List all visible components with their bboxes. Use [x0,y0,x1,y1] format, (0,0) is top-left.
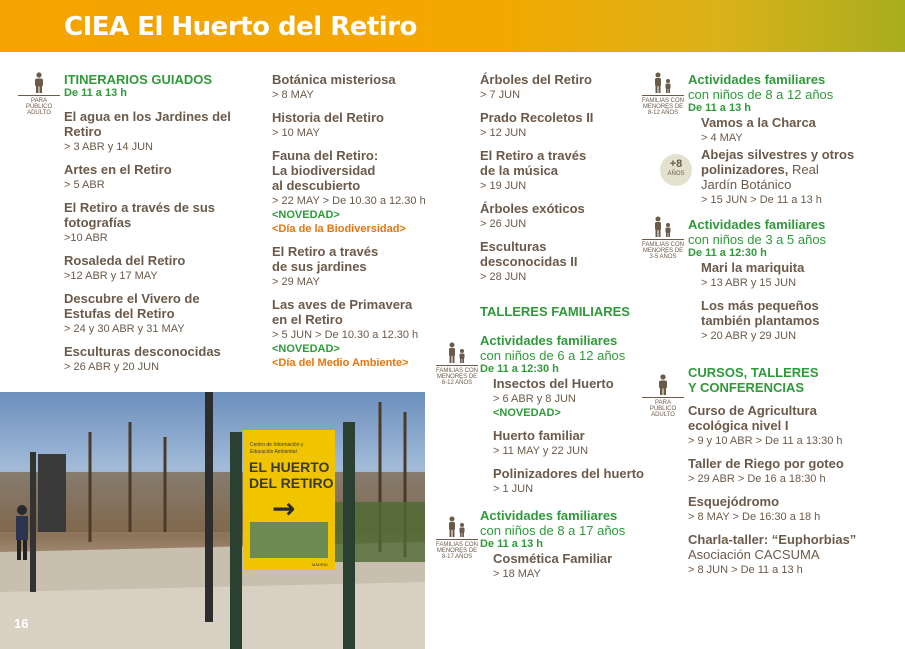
person-icon [656,374,670,396]
item-dates: >10 ABR [64,232,108,244]
item-name: Vamos a la Charca [701,115,816,130]
item-name: Esculturas desconocidas [64,344,221,359]
list-item [64,162,264,192]
list-item [64,109,264,154]
list-item [493,551,645,581]
list-item [701,115,903,145]
sign-title: EL HUERTO [249,459,330,475]
item-name-line: Jardín Botánico [701,177,792,192]
item-name: El Retiro a través de sus fotografías [64,200,216,230]
block-time: De 11 a 12:30 h [480,363,559,375]
page-number: 16 [14,616,29,631]
item-dates: > 4 MAY [701,132,743,144]
list-item [480,148,645,193]
badge-label: FAMILIAS CON MENORES DE 3-5 AÑOS [642,239,684,260]
list-item [701,147,903,207]
item-name-line: al descubierto [272,178,361,193]
sign-title: DEL RETIRO [249,475,334,491]
sign-arrow-icon: → [272,492,296,525]
family-3-5-badge [642,216,684,260]
item-name-line: La biodiversidad [272,163,376,178]
item-name: Esquejódromo [688,494,780,509]
badge-label: PARA PÚBLICO ADULTO [18,95,60,116]
item-dates: > 7 JUN [480,89,521,101]
item-name: El agua en los Jardines del Retiro [64,109,231,139]
item-dates: > 8 JUN > De 11 a 13 h [688,564,803,576]
list-item [480,201,645,231]
item-name-part: polinizadores, [701,162,789,177]
badge-label: FAMILIAS CON MENORES DE 8-17 AÑOS [436,539,478,560]
list-item [64,253,264,283]
item-name-line: Abejas silvestres y otros [701,147,855,162]
list-item [701,260,903,290]
item-dates: > 8 MAY > De 16:30 a 18 h [688,511,821,523]
item-dates: > 8 MAY [272,89,314,101]
family-icon [652,216,674,238]
item-dates: > 5 JUN > De 10.30 a 12.30 h [272,329,419,341]
section-title: ITINERARIOS GUIADOS [64,72,213,87]
block-title: Actividades familiares [688,72,826,87]
list-item [272,244,472,289]
item-dates: > 15 JUN > De 11 a 13 h [701,194,822,206]
item-name-line: desconocidas II [480,254,578,269]
section-title-line: Y CONFERENCIAS [688,380,805,395]
block-subtitle: con niños de 6 a 12 años [480,348,626,363]
item-name-line: Fauna del Retiro: [272,148,379,163]
block-title: Actividades familiares [480,508,618,523]
list-item [272,297,472,370]
list-item [688,532,903,577]
item-dates: > 6 ABR y 8 JUN [493,393,576,405]
novedad-tag: <NOVEDAD> [272,209,340,221]
item-name: Insectos del Huerto [493,376,614,391]
adult-public-badge [642,374,684,418]
item-name-line: El Retiro a través [480,148,587,163]
familias-column [688,72,903,577]
item-name-line: Las aves de Primavera [272,297,413,312]
item-name-line: Asociación CACSUMA [688,547,820,562]
item-dates: > 29 MAY [272,276,320,288]
talleres-block-8-17 [480,508,645,581]
item-name: Prado Recoletos II [480,110,594,125]
item-name: Descubre el Vivero de Estufas del Retiro [64,291,200,321]
list-item [64,200,264,245]
item-name: Rosaleda del Retiro [64,253,186,268]
item-dates: > 5 ABR [64,179,105,191]
list-item [493,428,645,458]
block-time: De 11 a 13 h [688,102,751,114]
list-item [480,72,645,102]
list-item [493,376,645,420]
item-name-line: Esculturas [480,239,547,254]
item-dates: > 26 JUN [480,218,527,230]
block-time: De 11 a 13 h [480,538,543,550]
item-dates: > 20 ABR y 29 JUN [701,330,797,342]
section-time: De 11 a 13 h [64,87,127,99]
list-item [688,456,903,486]
list-item [493,466,645,496]
badge-label: PARA PÚBLICO ADULTO [642,397,684,418]
item-dates: > 18 MAY [493,568,541,580]
item-name-line: Los más pequeños [701,298,819,313]
block-subtitle: con niños de 8 a 12 años [688,87,834,102]
item-dates: > 11 MAY y 22 JUN [493,445,589,457]
sign-brand: MADRID [312,562,328,567]
activity-block-3-5 [688,217,903,343]
item-name: Cosmética Familiar [493,551,613,566]
adult-public-badge [18,72,60,116]
header-bar [0,0,905,52]
park-scene-image [0,392,425,649]
item-dates: > 10 MAY [272,127,320,139]
list-item [480,239,645,284]
list-item [64,291,264,336]
park-photo [0,392,425,649]
special-day-tag: <Día del Medio Ambiente> [272,357,409,369]
item-name-line: de la música [480,163,559,178]
novedad-tag: <NOVEDAD> [493,407,561,419]
item-name: Huerto familiar [493,428,585,443]
list-item [701,298,903,343]
list-item [688,403,903,448]
age-number: +8 [669,158,683,170]
item-name-line: ecológica nivel I [688,418,789,433]
item-dates: >12 ABR y 17 MAY [64,270,158,282]
item-name: Artes en el Retiro [64,162,172,177]
activity-block-8-12 [688,72,903,207]
item-name: Taller de Riego por goteo [688,456,844,471]
family-icon [652,72,674,94]
block-title: Actividades familiares [480,333,618,348]
item-name: Historia del Retiro [272,110,384,125]
item-dates: > 24 y 30 ABR y 31 MAY [64,323,185,335]
list-item [688,494,903,524]
sign-subtitle: Centro de Información y [250,442,304,448]
item-name-line: de sus jardines [272,259,367,274]
list-item [64,344,264,374]
cursos-block [688,365,903,577]
item-name-line: en el Retiro [272,312,343,327]
talleres-block-6-12 [480,333,645,496]
item-dates: > 9 y 10 ABR > De 11 a 13:30 h [688,435,843,447]
item-name: Árboles exóticos [480,201,585,216]
list-item [272,72,472,102]
item-name-line: también plantamos [701,313,820,328]
family-8-17-badge [436,516,478,560]
sign-subtitle: Educación Ambiental [250,449,297,455]
block-title: Actividades familiares [688,217,826,232]
itinerarios-column-3 [480,72,645,581]
item-name-line: Curso de Agricultura [688,403,817,418]
block-time: De 11 a 12:30 h [688,247,767,259]
item-dates: > 1 JUN [493,483,534,495]
block-subtitle: con niños de 3 a 5 años [688,232,827,247]
novedad-tag: <NOVEDAD> [272,343,340,355]
page-title: CIEA El Huerto del Retiro [64,12,417,42]
item-dates: > 13 ABR y 15 JUN [701,277,797,289]
list-item [272,148,472,236]
item-name: Botánica misteriosa [272,72,396,87]
age-unit: AÑOS [667,171,685,177]
item-name-part: Real [788,162,819,177]
item-dates: > 29 ABR > De 16 a 18:30 h [688,473,826,485]
item-dates: > 26 ABR y 20 JUN [64,361,160,373]
item-name: Árboles del Retiro [480,72,592,87]
item-dates: > 28 JUN [480,271,527,283]
item-name: Polinizadores del huerto [493,466,644,481]
item-dates: > 22 MAY > De 10.30 a 12.30 h [272,195,426,207]
block-subtitle: con niños de 8 a 17 años [480,523,626,538]
section-title-line: CURSOS, TALLERES [688,365,819,380]
badge-label: FAMILIAS CON MENORES DE 8-12 AÑOS [642,95,684,116]
item-dates: > 12 JUN [480,127,527,139]
family-icon [446,516,468,538]
list-item [272,110,472,140]
special-day-tag: <Día de la Biodiversidad> [272,223,406,235]
item-name: Charla-taller: “Euphorbias” [688,532,857,547]
item-name-line [701,162,903,177]
item-dates: > 3 ABR y 14 JUN [64,141,153,153]
item-dates: > 19 JUN [480,180,527,192]
itinerarios-column [64,72,264,374]
list-item [480,110,645,140]
itinerarios-column-2 [272,72,472,370]
item-name: Mari la mariquita [701,260,805,275]
badge-label: FAMILIAS CON MENORES DE 6-12 AÑOS [436,365,478,386]
person-icon [32,72,46,94]
family-8-12-badge [642,72,684,116]
section-title: TALLERES FAMILIARES [480,304,630,319]
item-name-line: El Retiro a través [272,244,379,259]
